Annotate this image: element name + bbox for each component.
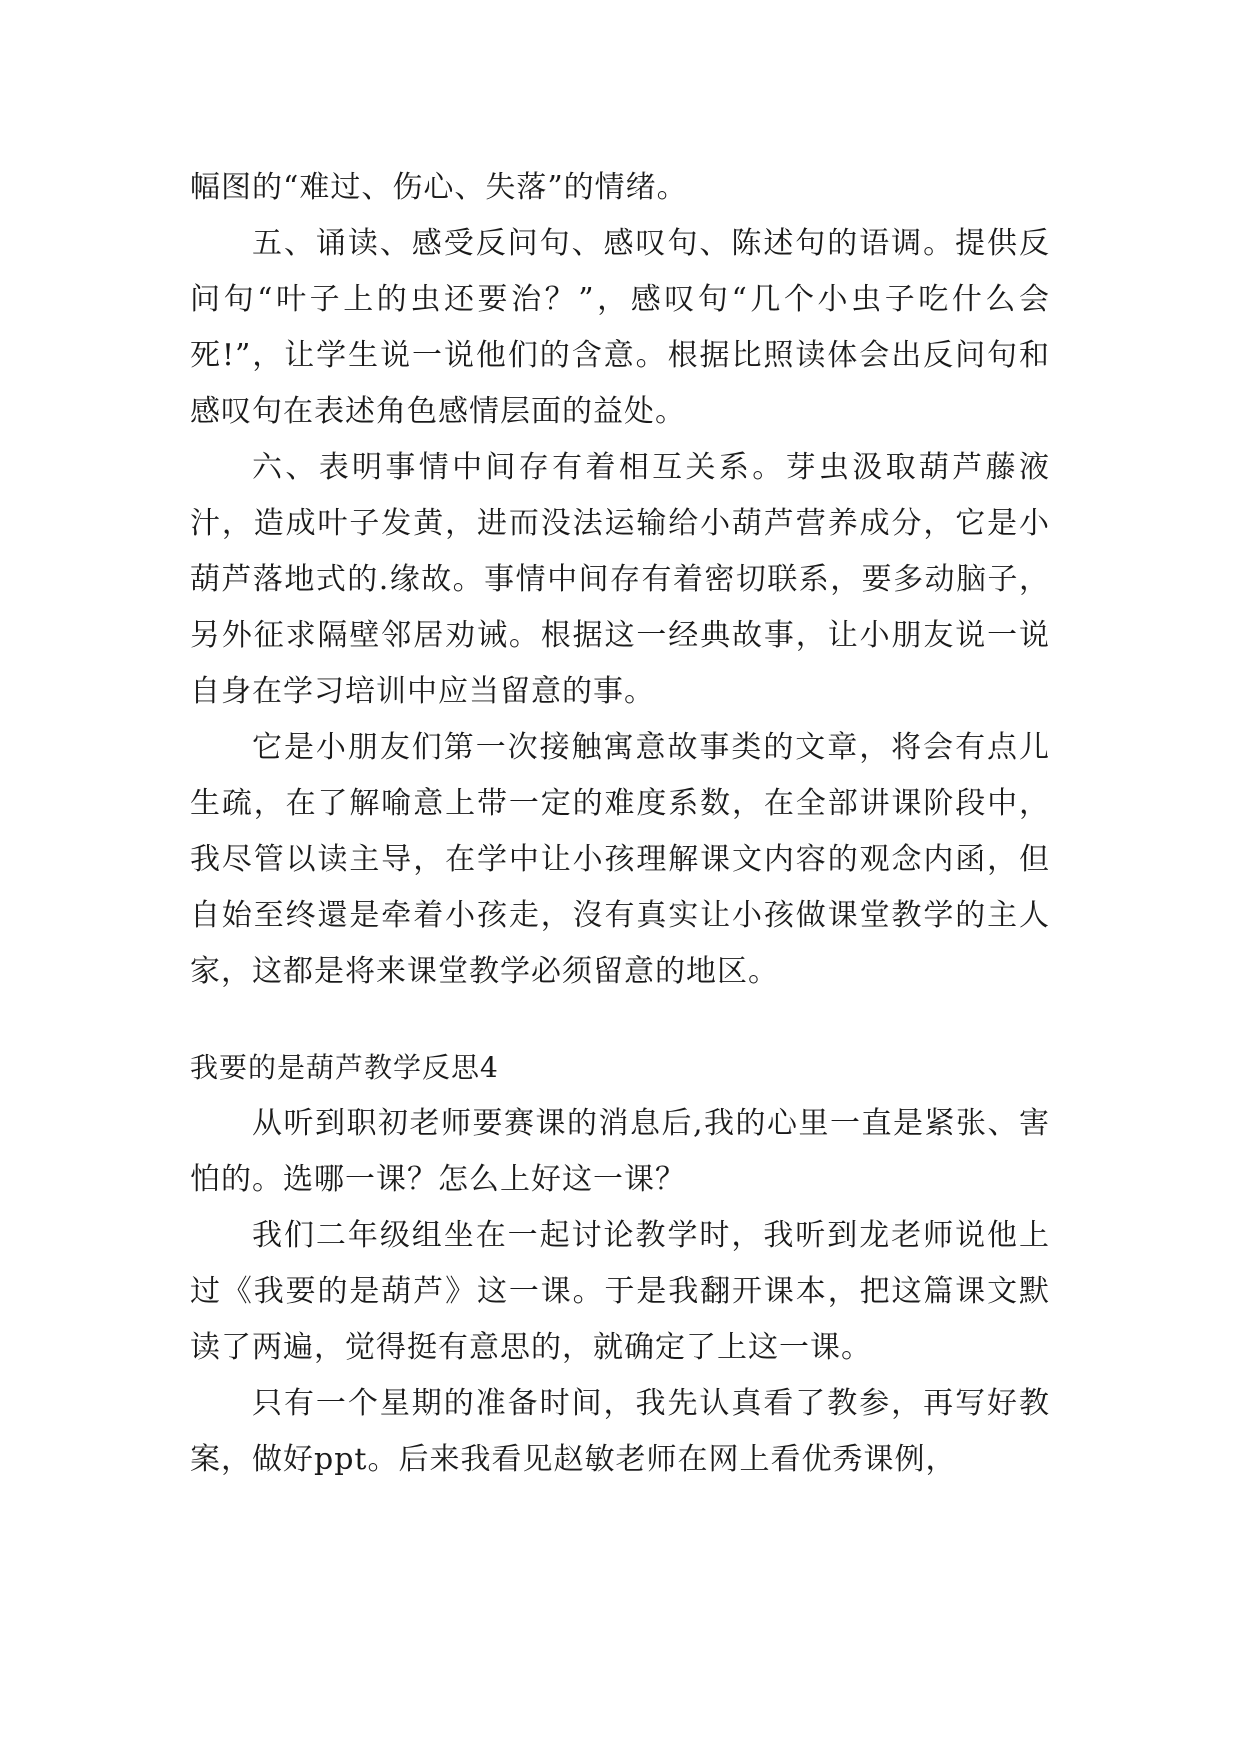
paragraph-lesson-choice: 我们二年级组坐在一起讨论教学时，我听到龙老师说他上过《我要的是葫芦》这一课。于是我翻开课本，把这篇课文默读了两遍，觉得挺有意思的，就确定了上这一课。 [190,1218,1050,1365]
paragraph-intro: 从听到职初老师要赛课的消息后,我的心里一直是紧张、害怕的。选哪一课？怎么上好这一课？ [190,1106,1050,1197]
paragraph-preparation: 只有一个星期的准备时间，我先认真看了教参，再写好教案，做好ppt。后来我看见赵敏老师在网上看优秀课例， [190,1386,1050,1477]
paragraph-reflection-summary: 它是小朋友们第一次接触寓意故事类的文章，将会有点儿生疏，在了解喻意上带一定的难度系数，在全部讲课阶段中，我尽管以读主导，在学中让小孩理解课文内容的观念内函，但自始至终還是牵着小孩走，沒有真实让小孩做课堂教学的主人家，这都是将来课堂教学必须留意的地区。 [190,730,1050,989]
document-body [190,160,1050,1488]
paragraph-point-five: 五、诵读、感受反问句、感叹句、陈述句的语调。提供反问句“叶子上的虫还要治？”，感叹句“几个小虫子吃什么会死!”，让学生说一说他们的含意。根据比照读体会出反问句和感叹句在表述角色感情层面的益处。 [190,226,1050,429]
paragraph-point-six: 六、表明事情中间存有着相互关系。芽虫汲取葫芦藤液汁，造成叶子发黄，进而没法运输给小葫芦营养成分，它是小葫芦落地式的.缘故。事情中间存有着密切联系，要多动脑子，另外征求隔壁邻居劝诫。根据这一经典故事，让小朋友说一说自身在学习培训中应当留意的事。 [190,450,1050,709]
section-title: 我要的是葫芦教学反思4 [190,1051,499,1084]
paragraph-continuation: 幅图的“难过、伤心、失落”的情绪。 [190,170,688,205]
section-spacer [190,1000,1050,1040]
